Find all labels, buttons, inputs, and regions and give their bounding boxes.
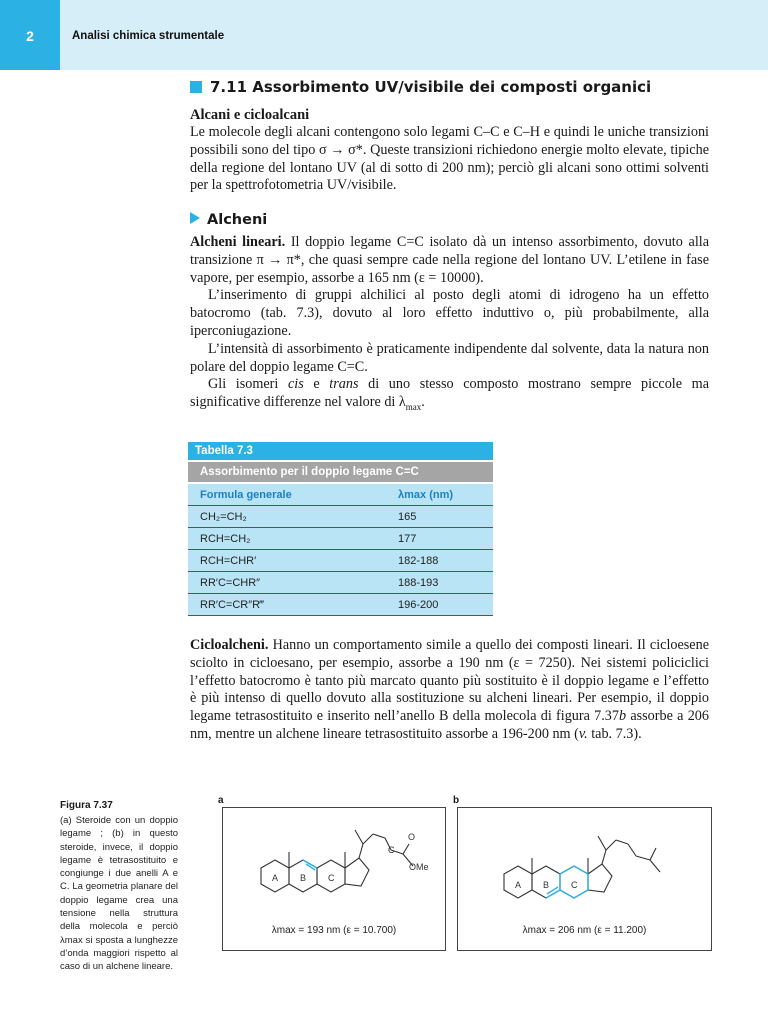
page-number-box bbox=[0, 0, 60, 70]
ring-label-c: C bbox=[571, 880, 578, 890]
table-row bbox=[188, 550, 493, 572]
formula-cell: CH₂=CH₂ bbox=[188, 506, 386, 528]
table-row bbox=[188, 594, 493, 616]
lambda-cell: 177 bbox=[386, 528, 493, 550]
alkenes-paragraph-4 bbox=[190, 376, 709, 416]
section-title bbox=[190, 78, 651, 96]
lambda-cell: 165 bbox=[386, 506, 493, 528]
table-row bbox=[188, 506, 493, 528]
panel-a-letter: a bbox=[218, 795, 224, 806]
cyclo-text-a: Hanno un comportamento simile a quello dei composti lineari. Il cicloesene sciolto in cicloesano, per esempio, assorbe a 190 nm (ε = 7250). Nei sistemi policiclici l’effetto batocromo è tanto più marcato quanto più sostituito è il doppio legame e l’effetto è più intenso di quello dovuto alla sostituzione su alcheni lineari. Per esempio, il doppio legame tetrasostituito e inserito nell’anello B della molecola di figura 7.37 bbox=[190, 637, 709, 725]
cycloalkenes-text bbox=[190, 637, 709, 744]
cyclo-text-b: b bbox=[619, 708, 627, 725]
p4-text-a: Gli isomeri bbox=[208, 376, 288, 393]
table-row bbox=[188, 528, 493, 550]
formula-cell: RCH=CHR′ bbox=[188, 550, 386, 572]
ring-label-b: B bbox=[543, 880, 550, 890]
p4-text-c: di uno stesso composto mostrano sempre piccole ma significative differenze nel valore di λ bbox=[190, 376, 709, 411]
table-header-row bbox=[188, 484, 493, 506]
atom-ome-label: OMe bbox=[409, 862, 429, 872]
figure-panel-b bbox=[457, 807, 712, 951]
figure-caption: (a) Steroide con un doppio legame ; (b) in questo steroide, invece, il doppio legame è tetrasostituito e congiunge i due anelli A e C. La geometria planare del doppio legame crea una tensione nella struttura della molecola e perciò λmax si sposta a lunghezze d’onda maggiori rispetto al caso di un alchene lineare. bbox=[60, 815, 178, 973]
p4-lambda-subscript: max bbox=[405, 402, 422, 412]
alkenes-paragraph-2: L’inserimento di gruppi alchilici al posto degli atomi di idrogeno ha un effetto batocromo (tab. 7.3), dovuto al loro effetto induttivo o, più probabilmente, alla iperconiugazione. bbox=[190, 287, 709, 339]
ring-label-a: A bbox=[515, 880, 522, 890]
formula-cell: RCH=CH₂ bbox=[188, 528, 386, 550]
cyclo-text-d: v. bbox=[578, 725, 588, 742]
alkanes-paragraph bbox=[190, 124, 709, 195]
table-subtitle: Assorbimento per il doppio legame C=C bbox=[188, 460, 493, 484]
cyclo-text-c: assorbe a 206 nm, mentre un alchene lineare tetrasostituito assorbe a 196-200 nm ( bbox=[190, 708, 709, 742]
column-header-lambda: λmax (nm) bbox=[386, 484, 493, 506]
atom-o-label: O bbox=[408, 832, 416, 842]
formula-cell: RR′C=CR″R‴ bbox=[188, 594, 386, 616]
p4-text-b: e bbox=[303, 376, 330, 393]
atom-c-label: C bbox=[388, 845, 395, 855]
alkanes-heading: Alcani e cicloalcani bbox=[190, 107, 310, 123]
alkenes-paragraph-3: L’intensità di assorbimento è praticamente indipendente dal solvente, data la natura non polare del doppio legame C=C. bbox=[190, 340, 709, 375]
lambda-cell: 196-200 bbox=[386, 594, 493, 616]
table-body bbox=[188, 484, 493, 616]
table-row bbox=[188, 572, 493, 594]
lambda-cell: 188-193 bbox=[386, 572, 493, 594]
table-7-3 bbox=[188, 442, 493, 616]
table-caption: Tabella 7.3 bbox=[188, 442, 493, 460]
panel-a-lambda-label: λmax = 193 nm (ε = 10.700) bbox=[271, 925, 397, 936]
alkanes-text: Le molecole degli alcani contengono solo legami C–C e C–H e quindi le uniche transizioni possibili sono del tipo σ → σ*. Queste transizioni richiedono energie molto elevate, tipiche della regione del lontano UV (al di sotto di 200 nm); perciò gli alcani sono ottimi solventi per la spettrofotometria UV/visibile. bbox=[190, 124, 709, 194]
figure-panel-a bbox=[222, 807, 446, 951]
ring-label-a: A bbox=[272, 873, 279, 883]
figure-title: Figura 7.37 bbox=[60, 800, 113, 811]
triangle-bullet-icon bbox=[190, 212, 200, 224]
page-number: 2 bbox=[26, 28, 34, 44]
formula-cell: RR′C=CHR″ bbox=[188, 572, 386, 594]
alkenes-heading bbox=[190, 212, 267, 228]
cycloalkenes-paragraph bbox=[190, 637, 709, 744]
panel-b-letter: b bbox=[453, 795, 460, 806]
square-bullet-icon bbox=[190, 81, 202, 93]
panel-b-lambda-label: λmax = 206 nm (ε = 11.200) bbox=[522, 925, 647, 936]
ring-label-b: B bbox=[300, 873, 307, 883]
running-title: Analisi chimica strumentale bbox=[72, 30, 225, 42]
lambda-cell: 182-188 bbox=[386, 550, 493, 572]
section-title-text: 7.11 Assorbimento UV/visibile dei composti organici bbox=[210, 78, 652, 96]
alkenes-paragraph-1 bbox=[190, 234, 709, 287]
alkenes-section-text bbox=[190, 234, 709, 417]
cyclo-text-e: tab. 7.3). bbox=[587, 725, 642, 742]
cycloalkenes-runin: Cicloalcheni. bbox=[190, 637, 269, 653]
p4-text-d: . bbox=[421, 394, 425, 411]
alkenes-runin: Alcheni lineari. bbox=[190, 234, 286, 250]
alkenes-heading-text: Alcheni bbox=[207, 212, 268, 228]
p4-trans: trans bbox=[329, 376, 359, 393]
column-header-formula: Formula generale bbox=[188, 484, 386, 506]
p4-cis: cis bbox=[287, 376, 304, 393]
ring-label-c: C bbox=[328, 873, 335, 883]
alkenes-p1-text: Il doppio legame C=C isolato dà un intenso assorbimento, dovuto alla transizione π → π*, che quasi sempre cade nella regione del lontano UV. L’etilene in fase vapore, per esempio, assorbe a 165 nm (ε = 10000). bbox=[190, 234, 709, 286]
